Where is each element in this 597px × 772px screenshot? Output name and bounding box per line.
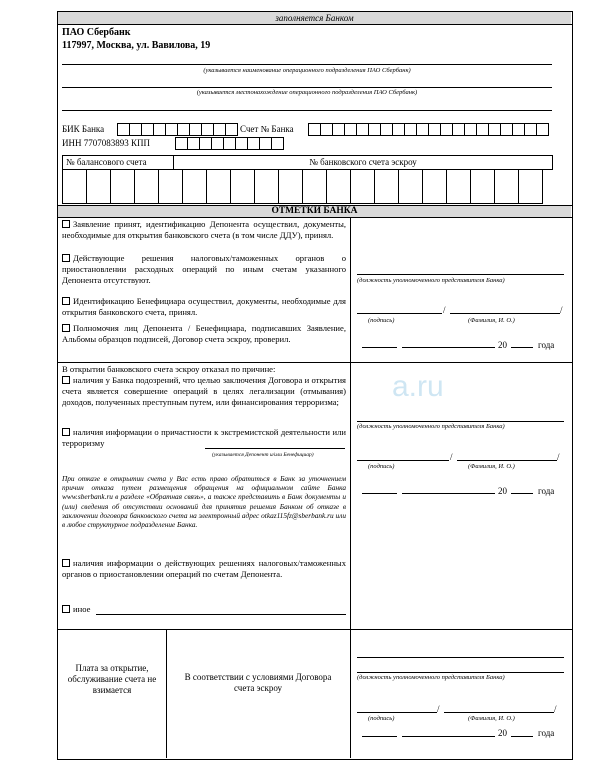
year-suffix-3: года xyxy=(538,728,555,738)
no-decisions-statement: Действующие решения налоговых/таможенных органов о приостановлении расходных операций по иным счетам указанного Депонента отсутствуют. xyxy=(62,253,346,285)
position-hint-1: (должность уполномоченного представителя Банка) xyxy=(357,277,505,284)
extremism-checkbox[interactable] xyxy=(62,428,70,436)
powers-statement: Полномочия лиц Депонента / Бенефициара, подписавших Заявление, Альбомы образцов подписей, Договор счета эскроу, проверил. xyxy=(62,323,346,344)
accepted-checkbox[interactable] xyxy=(62,220,70,228)
hint-subdivision: (указывается наименование операционного подразделения ПАО Сбербанк) xyxy=(203,67,411,74)
watermark: a.ru xyxy=(392,370,444,403)
suspicion-checkbox[interactable] xyxy=(62,376,70,384)
balance-account-label: № балансового счета xyxy=(66,157,147,167)
year-suffix-1: года xyxy=(538,340,555,350)
other-reason: иное xyxy=(62,604,90,615)
name-hint-2: (Фамилия, И. О.) xyxy=(468,463,515,470)
year-prefix-1: 20 xyxy=(498,340,507,350)
no-decisions-checkbox[interactable] xyxy=(62,254,70,262)
extremism-hint: (указывается Депонент и/или Бенефициар) xyxy=(212,452,314,458)
sign-hint-1: (подпись) xyxy=(368,317,395,324)
bank-address: 117997, Москва, ул. Вавилова, 19 xyxy=(62,40,211,51)
bank-account-boxes[interactable] xyxy=(308,123,548,136)
beneficiary-checkbox[interactable] xyxy=(62,297,70,305)
decisions-info-statement: наличия информации о действующих решениях налоговых/таможенных органов о приостановлении операций по счетам Депонента. xyxy=(62,558,346,579)
year-prefix-2: 20 xyxy=(498,486,507,496)
bank-marks-title: ОТМЕТКИ БАНКА xyxy=(58,206,571,217)
position-hint-3: (должность уполномоченного представителя Банка) xyxy=(357,674,505,681)
bik-label: БИК Банка xyxy=(62,124,105,134)
account-label: Счет № Банка xyxy=(240,124,294,134)
position-hint-2: (должность уполномоченного представителя Банка) xyxy=(357,423,505,430)
inn-kpp-label: ИНН 7707083893 КПП xyxy=(62,138,151,148)
suspicion-statement: наличия у Банка подозрений, что целью заключения Договора и открытия счета является совершение операций в целях легализации (отмывания) доходов, полученных преступным путем, или финансирования терроризма; xyxy=(62,375,346,407)
year-prefix-3: 20 xyxy=(498,728,507,738)
bank-name: ПАО Сбербанк xyxy=(62,27,131,38)
fee-per-contract-text: В соответствии с условиями Договора счета эскроу xyxy=(184,672,332,693)
sign-hint-3: (подпись) xyxy=(368,715,395,722)
fee-free-text: Плата за открытие, обслуживание счета не взимается xyxy=(67,663,157,695)
sign-hint-2: (подпись) xyxy=(368,463,395,470)
extremism-statement: наличия информации о причастности к экстремистской деятельности или терроризму xyxy=(62,427,346,448)
kpp-boxes[interactable] xyxy=(175,137,283,150)
name-hint-1: (Фамилия, И. О.) xyxy=(468,317,515,324)
account-number-boxes[interactable] xyxy=(62,169,542,204)
other-reason-line[interactable] xyxy=(96,614,346,615)
escrow-account-label: № банковского счета эскроу xyxy=(309,157,417,167)
bik-boxes[interactable] xyxy=(117,123,237,136)
name-hint-3: (Фамилия, И. О.) xyxy=(468,715,515,722)
decisions-info-checkbox[interactable] xyxy=(62,559,70,567)
year-suffix-2: года xyxy=(538,486,555,496)
accepted-statement: Заявление принят, идентификацию Депонента осуществил, документы, необходимые для открытия банковского счета (в том числе ДДУ), принял. xyxy=(62,219,346,240)
beneficiary-statement: Идентификацию Бенефициара осуществил, документы, необходимые для открытия банковского счета, принял. xyxy=(62,296,346,317)
other-checkbox[interactable] xyxy=(62,605,70,613)
powers-checkbox[interactable] xyxy=(62,324,70,332)
fill-by-bank-header: заполняется Банком xyxy=(58,12,571,24)
refusal-note: При отказе в открытии счета у Вас есть право обратиться в Банк за уточнением причин отказа путем размещения обращения на официальном сайте Банка www.sberbank.ru в разделе «Обратная связь», а также представить в Банк документы и (или) сведения об отсутствии оснований для принятия решения Банком об отказе в заключении договора банковского счета на электронный адрес otkaz115fz@sberbank.ru или в любое структурное подразделение Банка. xyxy=(62,474,346,530)
hint-location: (указывается местонахождение операционного подразделения ПАО Сбербанк) xyxy=(196,89,418,96)
refused-intro: В открытии банковского счета эскроу отказал по причине: xyxy=(62,364,276,374)
